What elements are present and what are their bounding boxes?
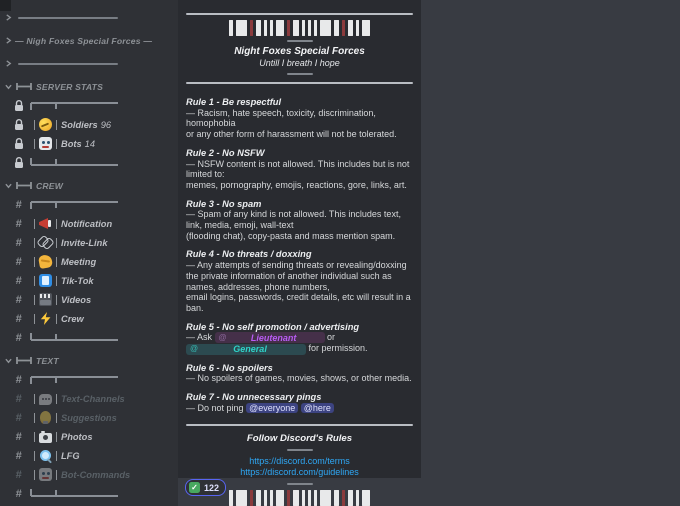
category-label: TEXT — [36, 355, 59, 366]
hash-icon — [12, 256, 25, 268]
sidebar-category-crew[interactable] — [0, 176, 178, 195]
sidebar-channel-notification[interactable] — [0, 214, 178, 233]
hash-icon — [12, 294, 25, 306]
sidebar-channel-line[interactable] — [0, 370, 178, 389]
channel-line-close-decoration — [30, 332, 120, 343]
rule-6 — [186, 363, 413, 384]
rule-line: — Spam of any kind is not allowed. This includes text, — [186, 209, 401, 220]
rule-line: the private information of another individual such as — [186, 270, 392, 281]
robot-icon — [39, 137, 52, 150]
mini-divider — [287, 483, 313, 485]
sidebar-category-line[interactable] — [0, 8, 178, 27]
channel-name: Text-Channels — [61, 393, 125, 404]
channel-name: Tik-Tok — [61, 275, 94, 286]
rules-message — [178, 0, 421, 478]
bracket-icon — [16, 352, 32, 370]
separator — [34, 314, 35, 324]
channel-name: Meeting — [61, 256, 97, 267]
separator — [34, 394, 35, 404]
chevron-right-icon — [4, 36, 13, 45]
rule-line — [186, 332, 413, 343]
channel-count: 14 — [84, 138, 96, 149]
rule-1 — [186, 97, 413, 140]
separator — [56, 139, 57, 149]
camera-icon — [39, 433, 52, 443]
category-label: — Nigh Foxes Special Forces — — [15, 35, 153, 46]
salute-face-icon — [39, 118, 52, 131]
rule-title: Rule 7 - No unnecessary pings — [186, 392, 322, 403]
rule-5 — [186, 322, 413, 355]
channel-name: Suggestions — [61, 412, 117, 423]
separator — [34, 257, 35, 267]
rules-list — [186, 97, 413, 413]
rule-line — [186, 403, 413, 414]
channel-name: Invite-Link — [61, 237, 108, 248]
rule-text: — Ask — [186, 332, 213, 343]
lock-icon — [12, 119, 25, 131]
mini-divider — [287, 449, 313, 451]
separator — [34, 139, 35, 149]
sidebar-channel-line[interactable] — [0, 328, 178, 347]
here-mention[interactable]: @here — [301, 403, 334, 413]
lightning-icon — [39, 312, 52, 325]
role-name: General — [233, 343, 267, 354]
bulb-icon — [40, 411, 51, 424]
channel-count: 96 — [100, 119, 112, 130]
channel-name: Bot-Commands — [61, 469, 131, 480]
separator — [56, 470, 57, 480]
category-line-decoration — [18, 63, 118, 65]
channel-sidebar — [0, 0, 178, 506]
lock-icon — [12, 100, 25, 112]
rule-text: for permission. — [308, 343, 368, 354]
sidebar-channel-tiktok[interactable] — [0, 271, 178, 290]
sidebar-category-line[interactable] — [0, 54, 178, 73]
hash-icon — [12, 469, 25, 481]
sidebar-channel-suggestions[interactable] — [0, 408, 178, 427]
mini-divider — [287, 40, 313, 42]
sidebar-channel-lfg[interactable] — [0, 446, 178, 465]
rule-line: — Racism, hate speech, toxicity, discrimination, homophobia — [186, 107, 376, 129]
sidebar-channel-text-channels[interactable] — [0, 389, 178, 408]
rule-title: Rule 1 - Be respectful — [186, 97, 282, 107]
lock-icon — [12, 138, 25, 150]
rule-text: — Do not ping — [186, 402, 244, 413]
bracket-icon — [16, 78, 32, 96]
separator — [34, 219, 35, 229]
separator — [34, 451, 35, 461]
chevron-down-icon — [4, 181, 13, 190]
sidebar-channel-bots[interactable] — [0, 134, 178, 153]
hash-icon — [12, 218, 25, 230]
sidebar-channel-crew[interactable] — [0, 309, 178, 328]
everyone-mention[interactable]: @everyone — [246, 403, 298, 413]
sidebar-channel-line[interactable] — [0, 195, 178, 214]
at-icon: @ — [218, 332, 227, 342]
footer-title: Follow Discord's Rules — [246, 433, 353, 445]
sidebar-channel-bot-commands[interactable] — [0, 465, 178, 484]
rule-title: Rule 4 - No threats / doxxing — [186, 249, 312, 260]
sidebar-category-text[interactable] — [0, 351, 178, 370]
server-subtitle: Untill I breath I hope — [259, 58, 340, 68]
discord-guidelines-link[interactable]: https://discord.com/guidelines — [240, 467, 359, 478]
at-icon: @ — [190, 344, 199, 354]
sidebar-channel-line[interactable] — [0, 484, 178, 503]
sidebar-channel-videos[interactable] — [0, 290, 178, 309]
check-reaction-button[interactable] — [185, 479, 226, 496]
rule-line: (flooding chat), copy-pasta and mass mention spam. — [186, 230, 396, 241]
sidebar-channel-meeting[interactable] — [0, 252, 178, 271]
sidebar-channel-line[interactable] — [0, 96, 178, 115]
hash-icon — [12, 332, 25, 344]
role-mention-lieutenant[interactable] — [215, 332, 325, 343]
channel-line-open-decoration — [30, 199, 120, 210]
separator — [34, 238, 35, 248]
role-name: Lieutenant — [250, 332, 297, 343]
channel-line-close-decoration — [30, 488, 120, 499]
rule-line: — No spoilers of games, movies, shows, or other media. — [186, 373, 412, 384]
channel-name: Videos — [61, 294, 92, 305]
sidebar-channel-soldiers[interactable] — [0, 115, 178, 134]
chevron-down-icon — [4, 82, 13, 91]
megaphone-icon — [39, 217, 52, 230]
phone-icon — [39, 274, 52, 287]
hash-icon — [12, 488, 25, 500]
bracket-icon — [16, 177, 32, 195]
robot-icon — [39, 468, 52, 481]
sidebar-category-server-stats[interactable] — [0, 77, 178, 96]
separator — [34, 276, 35, 286]
hash-icon — [12, 412, 25, 424]
hash-icon — [12, 313, 25, 325]
rule-3 — [186, 199, 413, 242]
corner-notch — [0, 0, 11, 11]
separator — [56, 257, 57, 267]
sidebar-category-nigh-foxes[interactable] — [0, 31, 178, 50]
channel-name: Crew — [61, 313, 84, 324]
category-line-decoration — [18, 17, 118, 19]
separator — [34, 413, 35, 423]
rule-4 — [186, 249, 413, 313]
role-mention-general[interactable] — [186, 344, 306, 355]
divider — [186, 82, 413, 84]
divider — [186, 13, 413, 15]
separator — [34, 295, 35, 305]
hash-icon — [12, 393, 25, 405]
rule-title: Rule 6 - No spoilers — [186, 362, 273, 373]
rule-2 — [186, 148, 413, 191]
rule-text: or — [327, 332, 336, 343]
rule-title: Rule 2 - No NSFW — [186, 147, 265, 158]
separator — [56, 394, 57, 404]
separator — [56, 314, 57, 324]
hash-icon — [12, 374, 25, 386]
channel-name: Photos — [61, 431, 93, 442]
clapperboard-icon — [39, 293, 52, 306]
separator — [56, 120, 57, 130]
separator — [56, 276, 57, 286]
separator — [56, 219, 57, 229]
channel-line-close-decoration — [30, 157, 120, 168]
separator — [56, 238, 57, 248]
rule-line: email logins, passwords, credit details, etc will result in a ban. — [186, 292, 411, 313]
hash-icon — [12, 275, 25, 287]
sidebar-channel-line[interactable] — [0, 153, 178, 172]
separator — [56, 432, 57, 442]
channel-name: Bots — [61, 138, 82, 149]
white-check-mark-icon: ✓ — [189, 482, 200, 493]
channel-name: LFG — [61, 450, 80, 461]
hash-icon — [12, 431, 25, 443]
rule-line: — NSFW content is not allowed. This includes but is not limited to: — [186, 158, 410, 180]
separator — [56, 413, 57, 423]
separator — [56, 451, 57, 461]
server-title: Night Foxes Special Forces — [234, 46, 365, 57]
rule-title: Rule 3 - No spam — [186, 198, 262, 209]
discord-terms-link[interactable]: https://discord.com/terms — [249, 456, 350, 467]
rule-line: or any other form of harassment will not be tolerated. — [186, 129, 397, 140]
chevron-down-icon — [4, 356, 13, 365]
chevron-right-icon — [4, 13, 13, 22]
channel-name: Notification — [61, 218, 113, 229]
separator — [34, 120, 35, 130]
mini-divider — [287, 73, 313, 75]
sidebar-channel-photos[interactable] — [0, 427, 178, 446]
link-icon — [39, 236, 52, 249]
separator — [56, 295, 57, 305]
channel-line-open-decoration — [30, 374, 120, 385]
category-label: SERVER STATS — [36, 81, 104, 92]
channel-name: Soldiers — [61, 119, 98, 130]
handshake-icon — [38, 254, 53, 269]
lock-icon — [12, 157, 25, 169]
hash-icon — [12, 450, 25, 462]
rule-line: — Any attempts of sending threats or revealing/doxxing — [186, 260, 407, 271]
rule-7 — [186, 392, 413, 413]
magnifier-icon — [39, 449, 52, 462]
hash-icon — [12, 199, 25, 211]
rule-line: names, addresses, phone numbers, — [186, 281, 330, 292]
chevron-right-icon — [4, 59, 13, 68]
rule-line: link, media, emoji, wall-text — [186, 220, 294, 231]
separator — [34, 470, 35, 480]
sidebar-channel-invite-link[interactable] — [0, 233, 178, 252]
rule-line: memes, pornography, emojis, reactions, gore, links, art. — [186, 179, 407, 190]
divider — [186, 424, 413, 426]
rule-title: Rule 5 - No self promotion / advertising — [186, 321, 360, 332]
separator — [34, 432, 35, 442]
category-label: CREW — [36, 180, 64, 191]
rule-line — [186, 343, 413, 354]
barcode-top — [186, 20, 413, 36]
hash-icon — [12, 237, 25, 249]
channel-line-open-decoration — [30, 100, 120, 111]
speech-bubble-icon — [39, 394, 52, 405]
reaction-count: 122 — [204, 482, 220, 493]
